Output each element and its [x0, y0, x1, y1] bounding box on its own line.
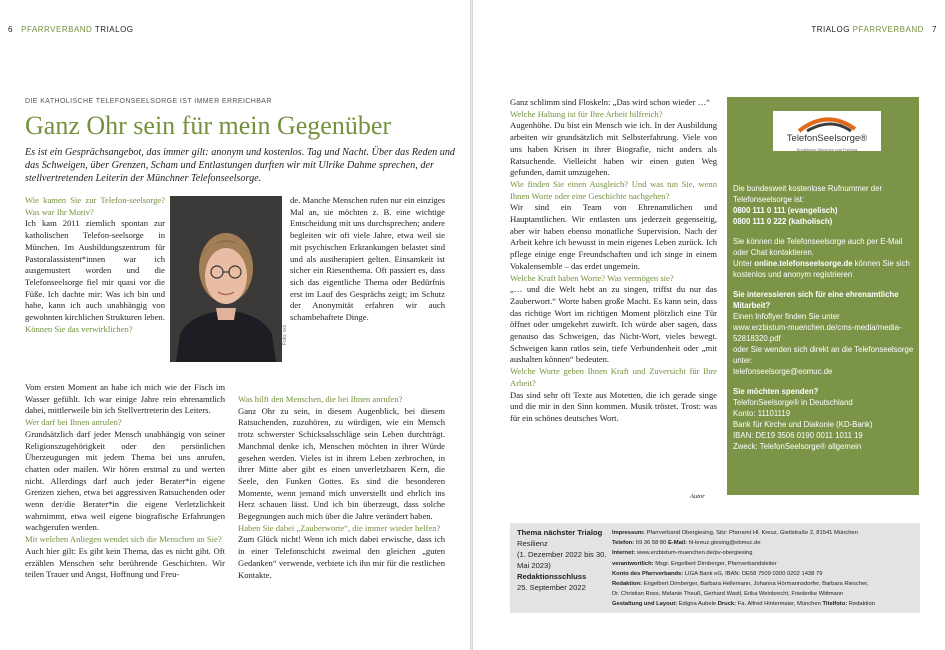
header-brand-left: PFARRVERBAND [21, 25, 93, 34]
next-period: (1. Dezember 2022 bis 30. Mai 2023) [517, 550, 607, 570]
column-1a [25, 195, 165, 335]
flyer-url[interactable]: www.erzbistum-muenchen.de/cms-media/media-52818320.pdf [733, 323, 902, 343]
answer: Das sind sehr oft Texte aus Motetten, die ich gerade singe und die mir in den Sinn kommen. Musik tröstet. Trost: was für ein schönes deutsches Wort. [510, 389, 717, 423]
question: Welche Worte geben Ihnen Kraft und Zuversicht für Ihre Arbeit? [510, 366, 717, 388]
answer: Vom ersten Moment an habe ich mich wie der Fisch im Wasser gefühlt. Ich war einige Jahre rein ehrenamtlich dabei, mittlerweile bin ich Stellvertreterin des Leiters. [25, 382, 225, 416]
imprint-address: Pfarrverband Obergiesing, Sitz: Pfarramt Hl. Kreuz, Gietlstraße 2, 81541 München [646, 530, 858, 536]
info-box-text [733, 183, 915, 461]
phone-label: Telefon: [612, 540, 635, 547]
imprint-label: Impressum: [612, 530, 645, 536]
donate-recipient: TelefonSeelsorge® in Deutschland [733, 398, 853, 407]
logo-text: TelefonSeelsorge® [786, 133, 868, 144]
page-number-left: 6 [8, 25, 13, 34]
header-brand-right: PFARRVERBAND [852, 25, 924, 34]
left-page [0, 0, 470, 650]
account-label: Konto des Pfarrverbands: [612, 570, 684, 577]
answer: Ganz schlimm sind Floskeln: „Das wird schon wieder …“ [510, 97, 711, 107]
editorial-1: Engelbert Dirnberger, Barbara Hellemann, Johanna Hörmannsdorfer, Barbara Riescher, [643, 581, 869, 588]
header-left [8, 25, 134, 34]
responsible: Msgr. Engelbert Dirnberger, Pfarrverbandsleiter [655, 560, 777, 567]
next-theme-label: Thema nächster Trialog [517, 528, 603, 537]
phone-katholisch: 0800 111 0 222 (katholisch) [733, 217, 833, 226]
column-1b [25, 382, 225, 581]
photo-credit: Foto: xxx [282, 324, 288, 345]
header-right [811, 25, 937, 34]
layout-label: Gestaltung und Layout: [612, 601, 678, 608]
portrait-illustration [170, 196, 282, 362]
question: Wie kamen Sie zur Telefon-seelsorge? Was war Ihr Motiv? [25, 195, 165, 217]
account: LIGA Bank eG, IBAN: DE58 7509 0300 0202 1438 79 [684, 570, 823, 577]
donate-account: Konto: 11101119 [733, 409, 791, 418]
logo-arc-icon [773, 111, 881, 133]
header-trialog-left: TRIALOG [94, 25, 134, 34]
portrait-photo [170, 196, 282, 362]
question: Haben Sie dabei „Zauberworte“, die immer wieder helfen? [238, 522, 441, 533]
answer: Auch hier gilt: Es gibt kein Thema, das es nicht gibt. Oft erzählen Menschen sehr berührende Geschichten. Wir teilen Trauer und Angst, Hoffnung und Freu- [25, 545, 225, 580]
info-hotline-intro: Die bundesweit kostenlose Rufnummer der Telefonseelsorge ist: [733, 184, 883, 204]
answer: de. Manche Menschen rufen nur ein einziges Mal an, sie möchten z. B. eine wichtige Entscheidung mit uns durchsprechen; andere begleiten wir oft viele Jahre, etwa weil sie mit psychischen Erkrankungen belastet sind und als austherapiert gelten. Einsamkeit ist sicher ein Riesenthema. Oft passiert es, dass sich das eigentliche Thema oder Bedürfnis erst im Lauf des Gesprächs zeigt; im Schutz der Anonymität erfahren wir auch schambehaftete Dinge. [290, 195, 445, 323]
deadline-label: Redaktionsschluss [517, 572, 587, 581]
donate-purpose: Zweck: TelefonSeelsorge® allgemein [733, 442, 862, 451]
imprint [612, 528, 918, 610]
online-url[interactable]: online.telefonseelsorge.de [754, 259, 853, 268]
logo-subtitle: Erzdiözese München und Freising [796, 147, 858, 152]
answer: Wir sind ein Team von Ehrenamtlichen und Hauptamtlichen. Wir entlasten uns jederzeit gegenseitig, aber wir haben ebenso monatliche Supervision. Nach der Arbeit kehre ich bewusst in mein eigenes Leben zurück. Ich pflege einige enge Freundschaften und ich singe in einem Vokalensemble – das erdet ungemein. [510, 202, 717, 271]
responsible-label: verantwortlich: [612, 560, 654, 567]
print-label: Druck: [717, 601, 737, 608]
editorial-2: Dr. Christian Ross, Melanie Theuß, Gerhard Wastl, Erika Weinbrecht, Friederike Wittmann [612, 591, 844, 598]
phone: 69 36 58 80 [635, 540, 667, 547]
flyer-intro: Einen Infoflyer finden Sie unter [733, 312, 840, 321]
telefonseelsorge-logo [773, 111, 881, 151]
footer-box [510, 523, 920, 613]
column-3 [510, 97, 717, 425]
next-theme: Resilienz [517, 539, 548, 548]
donate-heading: Sie möchten spenden? [733, 387, 819, 396]
donate-iban: IBAN: DE19 3506 0190 0011 1011 19 [733, 431, 863, 440]
print: Fa. Alfred Hintermaier, München [737, 601, 821, 608]
answer: Augenhöhe. Du bist ein Mensch wie ich. In der Ausbildung arbeiten wir grundsätzlich mit Selbsterfahrung. Viele von uns haben Krisen in ihrer Biografie, nicht anders als Ratsuchende. Vielleicht haben wir einen guten Weg gefunden, damit umzugehen. [510, 120, 717, 178]
answer: Grundsätzlich darf jeder Mensch unabhängig von seiner Religionszugehörigkeit oder den persönlichen Überzeugungen mit jedem Thema bei uns anrufen, chatten oder mailen. Wir hören erstmal zu und werten nicht. Allerdings darf auch jeder Berater*in eigene Grenzen ziehen, etwa bei aggressiven Ratsuchenden oder wenn der/die Berater*in die eigene Verletzlichkeit wahrnimmt, etwa weil eigene biografische Erfahrungen wachgerufen werden. [25, 428, 225, 533]
next-issue-info [517, 527, 607, 593]
cover-photo: Redaktion [848, 601, 875, 608]
info-box [727, 97, 919, 495]
deadline: 25. September 2022 [517, 583, 586, 592]
email[interactable]: hl-kreuz.giesing@ebmuc.de [688, 540, 761, 547]
donate-bank: Bank für Kirche und Diakonie (KD-Bank) [733, 420, 873, 429]
question: Was hilft den Menschen, die bei Ihnen anrufen? [238, 394, 403, 404]
answer: Zum Glück nicht! Wenn ich mich dabei erwische, dass ich in einer Telefonschicht zweimal den gleichen „guten Gedanken“ verwende, verbiete ich ihn mir für die restlichen Kontakte. [238, 534, 445, 580]
column-2a [290, 195, 445, 324]
question: Wer darf bei Ihnen anrufen? [25, 417, 122, 428]
email-label: E-Mail: [668, 540, 688, 547]
question: Welche Kraft haben Worte? Was vermögen sie? [510, 272, 674, 283]
editorial-label: Redaktion: [612, 581, 642, 588]
contact-email[interactable]: telefonseelsorge@eomuc.de [733, 367, 833, 376]
internet-label: Internet: [612, 550, 636, 557]
info-online-pre: Unter [733, 259, 753, 268]
column-2b [238, 394, 445, 581]
author-credit: Autor [690, 493, 705, 500]
question: Können Sie das verwirklichen? [25, 323, 133, 334]
volunteer-heading: Sie interessieren sich für eine ehrenamtliche Mitarbeit? [733, 290, 899, 310]
question: Welche Haltung ist für Ihre Arbeit hilfreich? [510, 108, 663, 119]
answer: „… und die Welt hebt an zu singen, triffst du nur das Zauberwort.“ Worte haben große Macht. Es kann sein, dass das richtige Wort im richtigen Moment plötzlich eine Tür öffnet oder umgekehrt zuwirft. Ich würde aber sagen, dass genauso das Schweigen, das Nicht-Wort, vieles bewegt. Schweigen kann ratlos sein, tiefe Verbundenheit oder „mit aushalten können“ bedeuten. [510, 284, 717, 365]
layout: Edigna Aubele [678, 601, 717, 608]
page-number-right: 7 [932, 25, 937, 34]
answer: Ich kam 2011 ziemlich spontan zur katholischen Telefon-seelsorge in München. Im Ausbildungszentrum für Pastoralassistent*innen war ich ausgemustert worden und die Telefonseelsorge fiel mir quasi vor die Füße. Ich dachte mir: Was ich bin und habe, kann ich auch unabhängig von gewohnten kirchlichen Strukturen leben. [25, 218, 165, 323]
question: Wie finden Sie einen Ausgleich? Und was tun Sie, wenn Ihnen Worte oder eine Geschichte nachgehen? [510, 178, 717, 201]
article-lead: Es ist ein Gesprächsangebot, das immer gilt: anonym und kostenlos. Tag und Nacht. Über das Reden und das Schweigen, über Grenzen, Scham und Entlastungen durften wir mit Ulrike Dahme sprechen, der stellvertretenden Leiterin der Münchner Telefonseelsorge. [25, 147, 456, 185]
question: Mit welchen Anliegen wendet sich die Menschen an Sie? [25, 534, 222, 545]
answer: Ganz Ohr zu sein, in diesem Augenblick, bei diesem Ratsuchenden, zuzuhören, zu würdigen, wie ein Mensch trotz schwerster Schicksalsschläge sein Leben durchträgt. Manchmal denke ich, Menschen möchten in ihrer Würde gesehen werden. Vieles ist in ihrem Leben zerbrochen, in ihrer Mitte aber gibt es einen unverletzbaren Kern, die Seele, den Funken Gottes. Es sind die besonderen Momente, wenn jemand mich unverstellt und ehrlich ins Herz schauen lässt. Und ich bin überzeugt, dass solche Begegnungen auch mich über die Jahre verändert haben. [238, 405, 445, 522]
contact-intro: oder Sie wenden sich direkt an die Telefonseelsorge unter: [733, 345, 914, 365]
info-online-post: können Sie sich kostenlos und anonym registrieren [733, 259, 910, 279]
info-contact: Sie können die Telefonseelsorge auch per E-Mail oder Chat kontaktieren. [733, 237, 903, 257]
internet-url[interactable]: www.erzbistum-muenchen.de/pv-obergiesing [636, 550, 753, 557]
header-trialog-right: TRIALOG [811, 25, 850, 34]
phone-evangelisch: 0800 111 0 111 (evangelisch) [733, 206, 838, 215]
cover-photo-label: Titelfoto: [822, 601, 848, 608]
article-kicker: DIE KATHOLISCHE TELEFONSEELSORGE IST IMMER ERREICHBAR [25, 98, 272, 105]
article-title: Ganz Ohr sein für mein Gegenüber [25, 111, 392, 140]
